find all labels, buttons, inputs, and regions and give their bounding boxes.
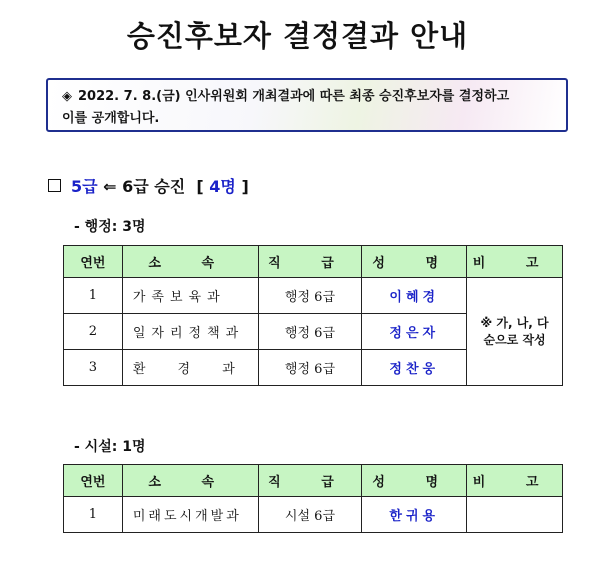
table-row: [64, 497, 563, 533]
facility-group-heading: - 시설: 1명: [74, 439, 146, 455]
row-no: 3: [64, 350, 123, 386]
note-line-2: 순으로 작성: [483, 332, 546, 347]
notice-box: [46, 78, 568, 132]
row-rank: 행정 6급: [258, 314, 362, 350]
table-header-row: [64, 246, 563, 278]
row-dept: 환 경 과: [122, 350, 258, 386]
col-header-note: 비 고: [467, 465, 563, 497]
section-heading: [48, 174, 249, 197]
col-header-dept: 소 속: [122, 465, 258, 497]
facility-table: [63, 464, 563, 533]
notice-line-2: 이를 공개합니다.: [62, 111, 160, 126]
bracket-open: [: [196, 177, 204, 196]
row-no: 1: [64, 278, 123, 314]
col-header-rank: 직 급: [258, 465, 362, 497]
row-rank: 시설 6급: [258, 497, 362, 533]
row-no: 1: [64, 497, 123, 533]
row-dept: 미래도시개발과: [122, 497, 258, 533]
col-header-rank: 직 급: [258, 246, 362, 278]
row-dept: 일자리정책과: [122, 314, 258, 350]
diamond-bullet-icon: ◈: [62, 89, 72, 104]
row-note: [467, 497, 563, 533]
col-header-name: 성 명: [362, 465, 467, 497]
row-dept: 가족보육과: [122, 278, 258, 314]
bracket-close: ]: [241, 177, 249, 196]
col-header-dept: 소 속: [122, 246, 258, 278]
promotion-count: 4명: [209, 177, 236, 196]
admin-group-heading: - 행정: 3명: [74, 219, 146, 235]
table-header-row: [64, 465, 563, 497]
row-rank: 행정 6급: [258, 278, 362, 314]
row-no: 2: [64, 314, 123, 350]
row-name: 이혜경: [362, 278, 467, 314]
row-name: 한귀용: [362, 497, 467, 533]
row-name: 정찬웅: [362, 350, 467, 386]
table-row: [64, 278, 563, 314]
target-grade: 5급: [71, 177, 98, 196]
page-title: 승진후보자 결정결과 안내: [126, 19, 469, 53]
row-name: 정은자: [362, 314, 467, 350]
notice-line-1: 2022. 7. 8.(금) 인사위원회 개최결과에 따른 최종 승진후보자를 결정하고: [78, 89, 510, 104]
col-header-name: 성 명: [362, 246, 467, 278]
row-note: [467, 278, 563, 386]
notice-text: [62, 86, 562, 130]
row-rank: 행정 6급: [258, 350, 362, 386]
promotion-from: ⇐ 6급 승진: [103, 177, 186, 196]
note-line-1: ※ 가, 나, 다: [480, 315, 549, 330]
col-header-note: 비 고: [467, 246, 563, 278]
checkbox-icon: [48, 179, 61, 192]
col-header-no: 연번: [64, 246, 123, 278]
col-header-no: 연번: [64, 465, 123, 497]
admin-table: [63, 245, 563, 386]
